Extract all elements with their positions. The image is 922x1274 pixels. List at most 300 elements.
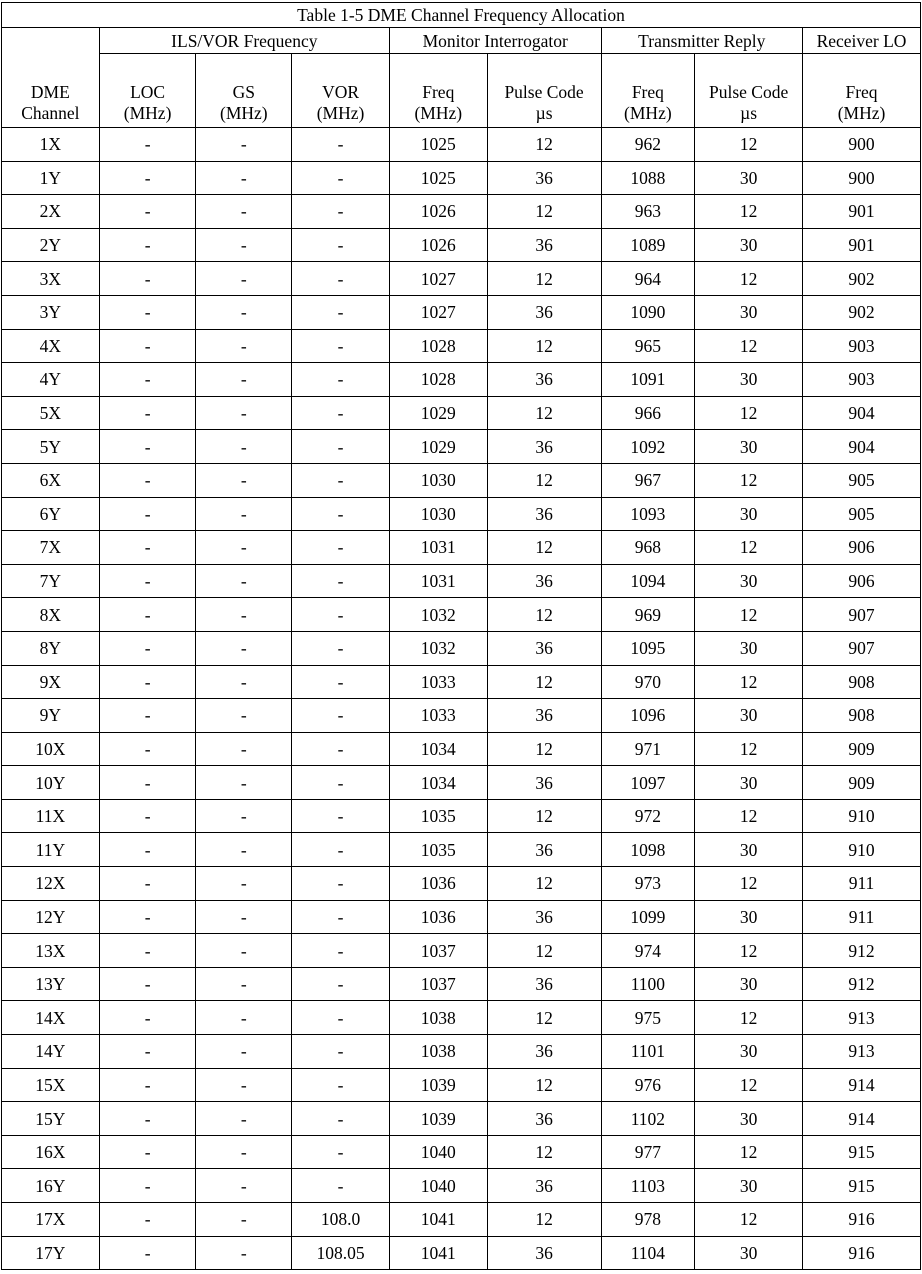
cell-vor: -	[292, 128, 390, 162]
cell-dme-channel: 12Y	[2, 900, 100, 934]
cell-gs: -	[196, 665, 292, 699]
cell-monitor-freq: 1033	[389, 665, 487, 699]
cell-monitor-freq: 1035	[389, 799, 487, 833]
cell-monitor-pulse: 12	[487, 1203, 601, 1237]
cell-receiver-freq: 907	[803, 631, 921, 665]
cell-loc: -	[99, 262, 196, 296]
cell-gs: -	[196, 430, 292, 464]
cell-gs: -	[196, 128, 292, 162]
cell-monitor-pulse: 12	[487, 867, 601, 901]
cell-gs: -	[196, 1203, 292, 1237]
col-header-line-2: (MHz)	[414, 103, 463, 123]
cell-monitor-freq: 1035	[389, 833, 487, 867]
cell-transmitter-freq: 1093	[601, 497, 695, 531]
cell-dme-channel: 3Y	[2, 295, 100, 329]
cell-transmitter-freq: 1096	[601, 699, 695, 733]
cell-monitor-freq: 1031	[389, 531, 487, 565]
cell-receiver-freq: 902	[803, 262, 921, 296]
cell-monitor-freq: 1041	[389, 1236, 487, 1270]
cell-vor: -	[292, 1001, 390, 1035]
cell-transmitter-pulse: 30	[695, 1035, 803, 1069]
cell-gs: -	[196, 900, 292, 934]
cell-loc: -	[99, 564, 196, 598]
cell-receiver-freq: 913	[803, 1001, 921, 1035]
group-header-row	[2, 28, 921, 54]
cell-monitor-pulse: 36	[487, 900, 601, 934]
cell-vor: -	[292, 329, 390, 363]
cell-transmitter-freq: 1090	[601, 295, 695, 329]
cell-transmitter-pulse: 30	[695, 564, 803, 598]
cell-receiver-freq: 912	[803, 967, 921, 1001]
table-row	[2, 867, 921, 901]
cell-vor: -	[292, 967, 390, 1001]
cell-monitor-pulse: 36	[487, 1102, 601, 1136]
cell-loc: -	[99, 295, 196, 329]
cell-monitor-pulse: 12	[487, 799, 601, 833]
cell-transmitter-pulse: 30	[695, 967, 803, 1001]
cell-transmitter-freq: 1103	[601, 1169, 695, 1203]
cell-vor: -	[292, 1135, 390, 1169]
cell-monitor-pulse: 36	[487, 295, 601, 329]
cell-receiver-freq: 903	[803, 363, 921, 397]
cell-transmitter-freq: 973	[601, 867, 695, 901]
column-header-row	[2, 54, 921, 128]
cell-dme-channel: 1X	[2, 128, 100, 162]
cell-vor: -	[292, 262, 390, 296]
cell-dme-channel: 11X	[2, 799, 100, 833]
cell-gs: -	[196, 531, 292, 565]
cell-loc: -	[99, 430, 196, 464]
cell-monitor-pulse: 12	[487, 396, 601, 430]
cell-vor: -	[292, 497, 390, 531]
cell-monitor-freq: 1040	[389, 1169, 487, 1203]
cell-transmitter-freq: 976	[601, 1068, 695, 1102]
cell-gs: -	[196, 1236, 292, 1270]
cell-loc: -	[99, 363, 196, 397]
cell-monitor-pulse: 12	[487, 262, 601, 296]
table-row	[2, 329, 921, 363]
cell-loc: -	[99, 967, 196, 1001]
col-header-line-2: Channel	[21, 103, 80, 123]
cell-vor: 108.05	[292, 1236, 390, 1270]
cell-loc: -	[99, 1035, 196, 1069]
cell-transmitter-freq: 975	[601, 1001, 695, 1035]
cell-vor: -	[292, 396, 390, 430]
cell-monitor-freq: 1025	[389, 161, 487, 195]
cell-vor: -	[292, 766, 390, 800]
table-row	[2, 766, 921, 800]
cell-vor: -	[292, 867, 390, 901]
cell-dme-channel: 10Y	[2, 766, 100, 800]
cell-loc: -	[99, 228, 196, 262]
cell-gs: -	[196, 195, 292, 229]
cell-monitor-pulse: 12	[487, 598, 601, 632]
cell-receiver-freq: 913	[803, 1035, 921, 1069]
cell-loc: -	[99, 598, 196, 632]
table-row	[2, 1102, 921, 1136]
cell-vor: -	[292, 1169, 390, 1203]
cell-receiver-freq: 915	[803, 1135, 921, 1169]
cell-monitor-freq: 1025	[389, 128, 487, 162]
col-header-line-1: Freq	[631, 82, 664, 102]
cell-receiver-freq: 904	[803, 396, 921, 430]
cell-gs: -	[196, 262, 292, 296]
cell-receiver-freq: 903	[803, 329, 921, 363]
col-header-line-1: Pulse Code	[504, 82, 584, 102]
cell-gs: -	[196, 463, 292, 497]
cell-transmitter-pulse: 12	[695, 665, 803, 699]
cell-dme-channel: 6X	[2, 463, 100, 497]
cell-loc: -	[99, 1203, 196, 1237]
cell-monitor-pulse: 12	[487, 732, 601, 766]
cell-monitor-pulse: 12	[487, 128, 601, 162]
cell-dme-channel: 12X	[2, 867, 100, 901]
cell-monitor-freq: 1030	[389, 463, 487, 497]
table-row	[2, 228, 921, 262]
col-header-line-2: (MHz)	[123, 103, 172, 123]
col-header-transmitter-freq	[601, 54, 695, 128]
cell-monitor-freq: 1038	[389, 1001, 487, 1035]
cell-transmitter-freq: 1099	[601, 900, 695, 934]
table-row	[2, 161, 921, 195]
cell-dme-channel: 11Y	[2, 833, 100, 867]
cell-transmitter-freq: 1100	[601, 967, 695, 1001]
cell-transmitter-freq: 971	[601, 732, 695, 766]
cell-gs: -	[196, 1169, 292, 1203]
cell-transmitter-pulse: 12	[695, 799, 803, 833]
cell-dme-channel: 6Y	[2, 497, 100, 531]
table-row	[2, 564, 921, 598]
col-header-line-2: (MHz)	[220, 103, 268, 123]
cell-gs: -	[196, 631, 292, 665]
cell-transmitter-freq: 1092	[601, 430, 695, 464]
dme-channel-table	[1, 2, 921, 1270]
table-row	[2, 262, 921, 296]
cell-monitor-freq: 1030	[389, 497, 487, 531]
table-row	[2, 195, 921, 229]
cell-transmitter-pulse: 12	[695, 1001, 803, 1035]
cell-receiver-freq: 908	[803, 665, 921, 699]
cell-gs: -	[196, 295, 292, 329]
cell-transmitter-pulse: 30	[695, 1169, 803, 1203]
cell-receiver-freq: 904	[803, 430, 921, 464]
cell-transmitter-freq: 1091	[601, 363, 695, 397]
cell-receiver-freq: 910	[803, 833, 921, 867]
cell-transmitter-freq: 962	[601, 128, 695, 162]
cell-transmitter-freq: 1101	[601, 1035, 695, 1069]
cell-transmitter-freq: 967	[601, 463, 695, 497]
cell-dme-channel: 14X	[2, 1001, 100, 1035]
cell-transmitter-pulse: 30	[695, 900, 803, 934]
cell-vor: -	[292, 564, 390, 598]
cell-monitor-pulse: 12	[487, 463, 601, 497]
cell-gs: -	[196, 363, 292, 397]
col-header-transmitter-pulse	[695, 54, 803, 128]
cell-loc: -	[99, 396, 196, 430]
cell-dme-channel: 2X	[2, 195, 100, 229]
cell-monitor-freq: 1032	[389, 598, 487, 632]
cell-gs: -	[196, 1001, 292, 1035]
cell-monitor-freq: 1032	[389, 631, 487, 665]
cell-dme-channel: 9X	[2, 665, 100, 699]
cell-loc: -	[99, 329, 196, 363]
cell-receiver-freq: 909	[803, 732, 921, 766]
table-row	[2, 699, 921, 733]
cell-receiver-freq: 905	[803, 497, 921, 531]
cell-loc: -	[99, 1135, 196, 1169]
cell-dme-channel: 16X	[2, 1135, 100, 1169]
cell-transmitter-freq: 1098	[601, 833, 695, 867]
cell-dme-channel: 3X	[2, 262, 100, 296]
cell-receiver-freq: 906	[803, 531, 921, 565]
cell-receiver-freq: 900	[803, 128, 921, 162]
cell-dme-channel: 1Y	[2, 161, 100, 195]
cell-receiver-freq: 914	[803, 1102, 921, 1136]
table-row	[2, 833, 921, 867]
cell-transmitter-freq: 969	[601, 598, 695, 632]
cell-monitor-freq: 1040	[389, 1135, 487, 1169]
cell-gs: -	[196, 934, 292, 968]
cell-monitor-pulse: 36	[487, 1035, 601, 1069]
cell-transmitter-freq: 1097	[601, 766, 695, 800]
cell-transmitter-pulse: 30	[695, 1102, 803, 1136]
cell-monitor-pulse: 36	[487, 161, 601, 195]
cell-transmitter-freq: 1094	[601, 564, 695, 598]
table-row	[2, 732, 921, 766]
cell-receiver-freq: 907	[803, 598, 921, 632]
cell-transmitter-pulse: 12	[695, 195, 803, 229]
cell-gs: -	[196, 228, 292, 262]
cell-dme-channel: 4Y	[2, 363, 100, 397]
cell-monitor-freq: 1028	[389, 329, 487, 363]
col-header-dme-channel	[2, 28, 100, 128]
cell-receiver-freq: 908	[803, 699, 921, 733]
col-header-monitor-pulse	[487, 54, 601, 128]
cell-monitor-freq: 1031	[389, 564, 487, 598]
cell-dme-channel: 16Y	[2, 1169, 100, 1203]
table-row	[2, 1236, 921, 1270]
cell-transmitter-pulse: 30	[695, 228, 803, 262]
cell-monitor-freq: 1028	[389, 363, 487, 397]
cell-transmitter-pulse: 12	[695, 867, 803, 901]
cell-dme-channel: 14Y	[2, 1035, 100, 1069]
cell-monitor-freq: 1033	[389, 699, 487, 733]
cell-monitor-pulse: 36	[487, 497, 601, 531]
cell-monitor-pulse: 36	[487, 967, 601, 1001]
cell-transmitter-pulse: 30	[695, 497, 803, 531]
cell-dme-channel: 17Y	[2, 1236, 100, 1270]
table-row	[2, 363, 921, 397]
cell-monitor-pulse: 12	[487, 1068, 601, 1102]
cell-transmitter-pulse: 12	[695, 732, 803, 766]
col-header-line-2: (MHz)	[316, 103, 365, 123]
cell-receiver-freq: 909	[803, 766, 921, 800]
cell-vor: -	[292, 228, 390, 262]
cell-vor: -	[292, 631, 390, 665]
cell-dme-channel: 13X	[2, 934, 100, 968]
col-header-gs	[196, 54, 292, 128]
cell-vor: -	[292, 1035, 390, 1069]
cell-loc: -	[99, 799, 196, 833]
col-header-line-1: Freq	[845, 82, 878, 102]
group-header-monitor: Monitor Interrogator	[389, 28, 601, 54]
cell-monitor-pulse: 36	[487, 430, 601, 464]
cell-monitor-freq: 1039	[389, 1102, 487, 1136]
cell-dme-channel: 15Y	[2, 1102, 100, 1136]
cell-monitor-freq: 1027	[389, 295, 487, 329]
cell-loc: -	[99, 1001, 196, 1035]
cell-monitor-pulse: 36	[487, 363, 601, 397]
cell-transmitter-freq: 966	[601, 396, 695, 430]
cell-loc: -	[99, 161, 196, 195]
cell-receiver-freq: 906	[803, 564, 921, 598]
table-row	[2, 934, 921, 968]
cell-monitor-freq: 1039	[389, 1068, 487, 1102]
cell-monitor-freq: 1041	[389, 1203, 487, 1237]
cell-gs: -	[196, 799, 292, 833]
cell-transmitter-pulse: 30	[695, 631, 803, 665]
cell-loc: -	[99, 732, 196, 766]
cell-monitor-pulse: 12	[487, 531, 601, 565]
table-row	[2, 1169, 921, 1203]
cell-monitor-pulse: 12	[487, 1135, 601, 1169]
cell-vor: -	[292, 799, 390, 833]
cell-transmitter-freq: 965	[601, 329, 695, 363]
cell-monitor-pulse: 12	[487, 329, 601, 363]
table-row	[2, 531, 921, 565]
cell-gs: -	[196, 598, 292, 632]
cell-loc: -	[99, 934, 196, 968]
cell-transmitter-freq: 1089	[601, 228, 695, 262]
col-header-loc	[99, 54, 196, 128]
cell-vor: -	[292, 732, 390, 766]
cell-gs: -	[196, 1102, 292, 1136]
col-header-line-1: GS	[232, 82, 256, 102]
cell-gs: -	[196, 1135, 292, 1169]
cell-monitor-freq: 1029	[389, 396, 487, 430]
cell-transmitter-freq: 963	[601, 195, 695, 229]
cell-transmitter-pulse: 12	[695, 463, 803, 497]
cell-receiver-freq: 910	[803, 799, 921, 833]
cell-transmitter-freq: 1102	[601, 1102, 695, 1136]
table-head	[2, 3, 921, 128]
cell-gs: -	[196, 161, 292, 195]
cell-vor: -	[292, 934, 390, 968]
col-header-line-1: Freq	[422, 82, 455, 102]
cell-dme-channel: 17X	[2, 1203, 100, 1237]
cell-loc: -	[99, 900, 196, 934]
cell-transmitter-freq: 1095	[601, 631, 695, 665]
cell-transmitter-pulse: 12	[695, 531, 803, 565]
cell-monitor-freq: 1034	[389, 766, 487, 800]
table-row	[2, 128, 921, 162]
cell-monitor-freq: 1026	[389, 195, 487, 229]
table-row	[2, 1001, 921, 1035]
cell-loc: -	[99, 128, 196, 162]
cell-gs: -	[196, 1035, 292, 1069]
cell-monitor-freq: 1026	[389, 228, 487, 262]
cell-loc: -	[99, 1236, 196, 1270]
cell-loc: -	[99, 699, 196, 733]
table-row	[2, 497, 921, 531]
cell-vor: -	[292, 598, 390, 632]
cell-transmitter-freq: 1104	[601, 1236, 695, 1270]
cell-dme-channel: 4X	[2, 329, 100, 363]
cell-vor: -	[292, 665, 390, 699]
cell-receiver-freq: 916	[803, 1236, 921, 1270]
cell-monitor-pulse: 36	[487, 766, 601, 800]
table-row	[2, 631, 921, 665]
cell-loc: -	[99, 665, 196, 699]
cell-dme-channel: 8Y	[2, 631, 100, 665]
cell-dme-channel: 8X	[2, 598, 100, 632]
cell-dme-channel: 9Y	[2, 699, 100, 733]
cell-receiver-freq: 900	[803, 161, 921, 195]
cell-gs: -	[196, 766, 292, 800]
cell-gs: -	[196, 833, 292, 867]
group-header-ils-vor: ILS/VOR Frequency	[99, 28, 389, 54]
cell-transmitter-freq: 972	[601, 799, 695, 833]
cell-monitor-pulse: 12	[487, 195, 601, 229]
cell-receiver-freq: 912	[803, 934, 921, 968]
cell-dme-channel: 7Y	[2, 564, 100, 598]
cell-loc: -	[99, 1169, 196, 1203]
cell-vor: -	[292, 363, 390, 397]
cell-receiver-freq: 916	[803, 1203, 921, 1237]
cell-vor: -	[292, 430, 390, 464]
col-header-line-1: DME	[30, 82, 70, 102]
cell-monitor-freq: 1036	[389, 867, 487, 901]
cell-monitor-pulse: 12	[487, 1001, 601, 1035]
cell-vor: -	[292, 699, 390, 733]
cell-vor: -	[292, 295, 390, 329]
cell-vor: -	[292, 463, 390, 497]
cell-loc: -	[99, 195, 196, 229]
cell-gs: -	[196, 564, 292, 598]
cell-transmitter-freq: 970	[601, 665, 695, 699]
cell-gs: -	[196, 396, 292, 430]
cell-gs: -	[196, 329, 292, 363]
table-row	[2, 1068, 921, 1102]
cell-monitor-pulse: 36	[487, 228, 601, 262]
table-row	[2, 1135, 921, 1169]
cell-monitor-pulse: 36	[487, 1169, 601, 1203]
cell-dme-channel: 5Y	[2, 430, 100, 464]
group-header-transmitter: Transmitter Reply	[601, 28, 803, 54]
cell-vor: -	[292, 531, 390, 565]
cell-monitor-freq: 1034	[389, 732, 487, 766]
cell-transmitter-pulse: 30	[695, 295, 803, 329]
cell-receiver-freq: 914	[803, 1068, 921, 1102]
cell-dme-channel: 13Y	[2, 967, 100, 1001]
cell-transmitter-pulse: 30	[695, 766, 803, 800]
cell-receiver-freq: 905	[803, 463, 921, 497]
col-header-line-1: LOC	[130, 82, 166, 102]
cell-loc: -	[99, 463, 196, 497]
cell-gs: -	[196, 732, 292, 766]
table-row	[2, 665, 921, 699]
cell-monitor-freq: 1038	[389, 1035, 487, 1069]
col-header-receiver-freq	[803, 54, 921, 128]
col-header-monitor-freq	[389, 54, 487, 128]
table-row	[2, 598, 921, 632]
cell-gs: -	[196, 967, 292, 1001]
cell-monitor-freq: 1036	[389, 900, 487, 934]
cell-loc: -	[99, 1102, 196, 1136]
cell-loc: -	[99, 766, 196, 800]
cell-monitor-pulse: 12	[487, 934, 601, 968]
cell-transmitter-freq: 968	[601, 531, 695, 565]
